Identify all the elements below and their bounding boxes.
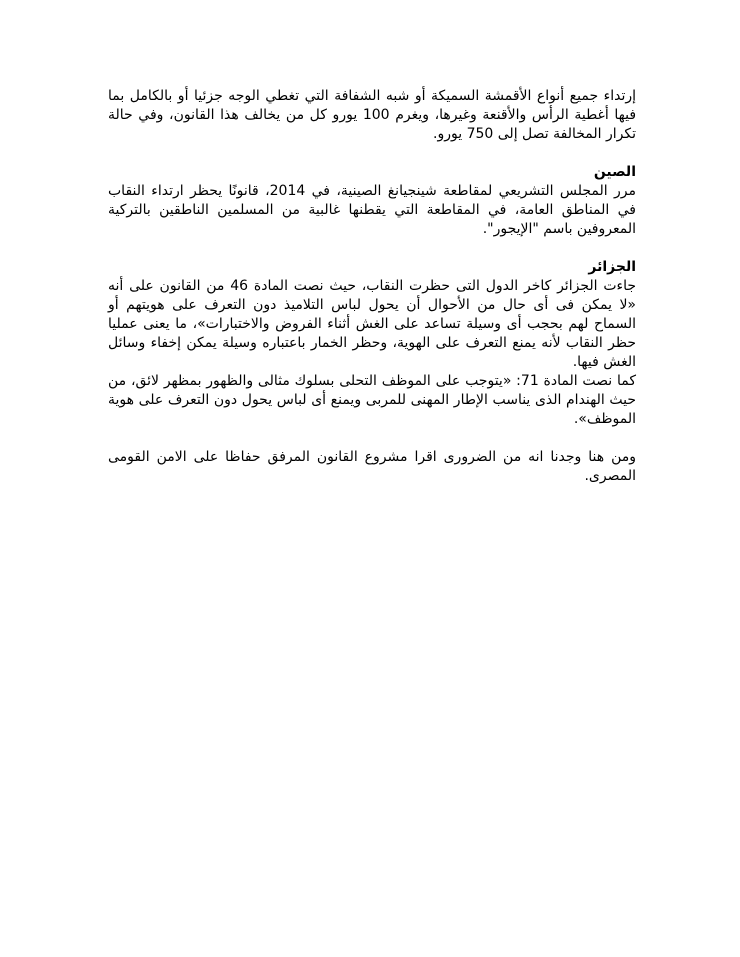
conclusion-paragraph: ومن هنا وجدنا انه من الضرورى اقرا مشروع القانون المرفق حفاظا على الامن القومى المصرى. [108, 449, 636, 484]
intro-paragraph: إرتداء جميع أنواع الأقمشة السميكة أو شبه الشفافة التي تغطي الوجه جزئيا أو بالكامل بما فيها أغطية الرأس والأقنعة وغيرها، ويغرم 100 يورو كل من يخالف هذا القانون، وفي حالة تكرار المخالفة تصل إلى 750 يورو. [108, 88, 637, 142]
china-paragraph: مرر المجلس التشريعي لمقاطعة شينجيانغ الصينية، في 2014، قانونًا يحظر ارتداء النقاب في المناطق العامة، في المقاطعة التي يقطنها غالبية من المسلمين الناطقين بالتركية المعروفين باسم "الإيجور". [108, 183, 636, 237]
spacer [108, 239, 636, 258]
spacer [108, 429, 636, 448]
spacer [108, 144, 636, 163]
algeria-heading: الجزائر [588, 259, 636, 275]
document-body [108, 87, 636, 486]
algeria-paragraph-1: جاءت الجزائر كاخر الدول التى حظرت النقاب، حيث نصت المادة 46 من القانون على أنه «لا يمكن فى أى حال من الأحوال أن يحول لباس التلاميذ دون التعرف على هويتهم أو السماح لهم بحجب أى وسيلة تساعد على الغش أثناء الفروض والاختبارات»، ما يعنى عمليا حظر النقاب لأنه يمنع التعرف على الهوية، وحظر الخمار باعتباره وسيلة يمكن إخفاء وسائل الغش فيها. [108, 278, 636, 370]
china-heading: الصين [593, 164, 636, 180]
algeria-paragraph-2: كما نصت المادة 71: «يتوجب على الموظف التحلى بسلوك مثالى والظهور بمظهر لائق، من حيث الهندام الذى يناسب الإطار المهنى للمربى ويمنع أى لباس يحول دون التعرف على هوية الموظف». [108, 373, 637, 427]
